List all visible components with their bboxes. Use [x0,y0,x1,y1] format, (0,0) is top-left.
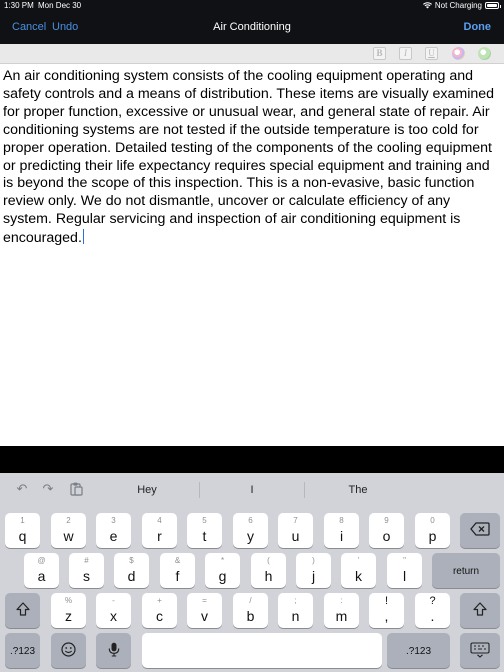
prediction-divider [304,482,305,498]
hide-keyboard-icon [460,642,500,662]
numbers-key-right[interactable]: .?123 [387,633,450,668]
wifi-icon [423,2,432,9]
hide-keyboard-key[interactable] [460,633,500,668]
paste-icon[interactable] [69,482,83,496]
key-b[interactable]: / b [233,593,268,628]
highlight-color-icon[interactable] [478,47,491,60]
emoji-key[interactable] [51,633,86,668]
text-caret [83,229,84,244]
undo-icon[interactable]: ↶ [16,481,28,496]
status-bar [0,0,504,12]
prediction-2[interactable]: I [250,484,254,496]
key-m[interactable]: : m [324,593,359,628]
italic-icon[interactable]: I [399,47,412,60]
redo-icon[interactable]: ↷ [42,481,54,496]
key-y[interactable]: 6 y [233,513,268,548]
key-a[interactable]: @ a [24,553,59,588]
prediction-1[interactable]: Hey [137,484,157,496]
key-u[interactable]: 7 u [278,513,313,548]
charging-status: Not Charging [434,1,482,10]
key-g[interactable]: * g [205,553,240,588]
key-c[interactable]: + c [142,593,177,628]
shift-icon [460,602,500,620]
backspace-icon [460,522,500,540]
key-n[interactable]: ; n [278,593,313,628]
key-t[interactable]: 5 t [187,513,222,548]
suggestion-bar [0,473,504,507]
dictation-key[interactable] [96,633,131,668]
microphone-icon [96,642,131,661]
key-s[interactable]: # s [69,553,104,588]
return-key[interactable]: return [432,553,500,588]
key-v[interactable]: = v [187,593,222,628]
prediction-divider [199,482,200,498]
battery-icon [485,2,499,9]
bold-icon[interactable]: B [373,47,386,60]
space-bar[interactable] [142,633,382,668]
editor-text: An air conditioning system consists of the cooling equipment operating and safety controls and a means of distribution. These items are visually examined for proper function, excessive or unusual wear, and general state of repair. Air conditioning systems are not tested if the outside temperature is too cold for proper operation. Detailed testing of the components of the cooling equipment or predicting their life expectancy requires special equipment and training and is beyond the scope of this inspection. This is a non-evasive, basic function review only. We do not dismantle, uncover or calculate efficiency of any system. Regular servicing and inspection of air conditioning equipment is encouraged. [3,68,495,247]
key-o[interactable]: 9 o [369,513,404,548]
shift-key-left[interactable] [5,593,40,628]
prediction-3[interactable]: The [348,484,368,496]
formatting-toolbar [0,44,504,64]
key-w[interactable]: 2 w [51,513,86,548]
key-i[interactable]: 8 i [324,513,359,548]
key-e[interactable]: 3 e [96,513,131,548]
text-editor[interactable] [0,64,504,446]
key-z[interactable]: % z [51,593,86,628]
status-time: 1:30 PM [4,1,34,10]
key-k[interactable]: ' k [341,553,376,588]
underline-icon[interactable]: U [425,47,438,60]
numbers-key-left[interactable]: .?123 [5,633,40,668]
editor-content[interactable] [3,68,501,248]
done-button[interactable]: Done [463,21,491,33]
navigation-bar [0,12,504,44]
key-f[interactable]: & f [160,553,195,588]
key-d[interactable]: $ d [114,553,149,588]
shift-key-right[interactable] [460,593,500,628]
undo-button[interactable]: Undo [52,21,79,33]
key-l[interactable]: " l [387,553,422,588]
key-x[interactable]: - x [96,593,131,628]
keyboard-gap [0,446,504,473]
key-p[interactable]: 0 p [415,513,450,548]
key-q[interactable]: 1 q [5,513,40,548]
key-h[interactable]: ( h [251,553,286,588]
key-j[interactable]: ) j [296,553,331,588]
key-comma[interactable]: ! , [369,593,404,628]
status-date: Mon Dec 30 [38,1,82,10]
text-color-icon[interactable] [452,47,465,60]
backspace-key[interactable] [460,513,500,548]
key-period[interactable]: ? . [415,593,450,628]
shift-icon [5,602,40,620]
key-r[interactable]: 4 r [142,513,177,548]
status-right [423,1,499,10]
cancel-button[interactable]: Cancel [12,21,47,33]
page-title: Air Conditioning [213,21,291,33]
on-screen-keyboard [0,473,504,672]
emoji-icon [51,642,86,661]
